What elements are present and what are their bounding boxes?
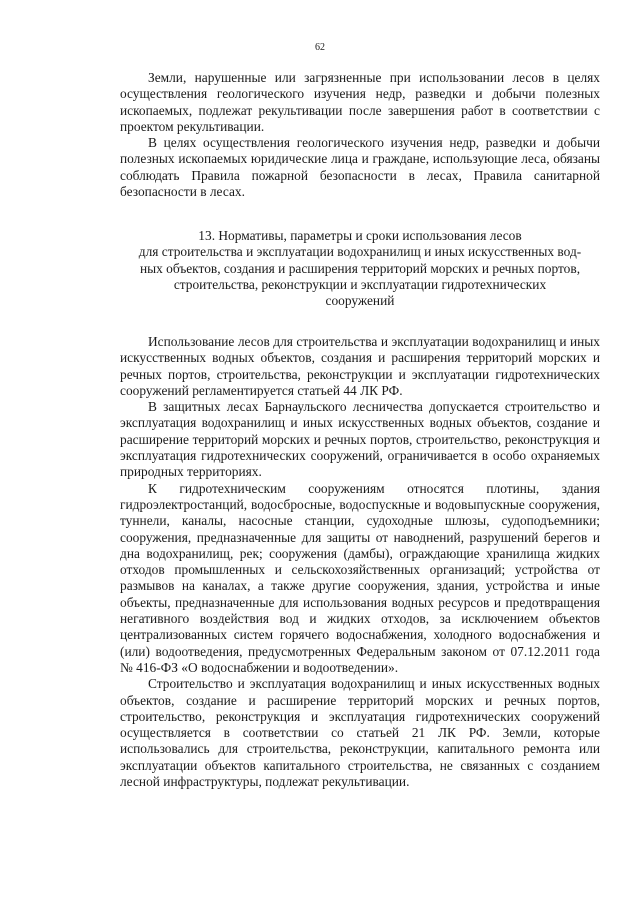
section-heading-line: 13. Нормативы, параметры и сроки использования лесов bbox=[198, 228, 522, 243]
section-heading bbox=[110, 228, 610, 309]
paragraph: В защитных лесах Барнаульского лесничества допускается строительство и эксплуатация водохранилищ и иных искусственных водных объектов, создание и расширение территорий морских и речных портов, строительство, реконструкция и эксплуатация гидротехнических сооружений, ограничивается в особо охраняемых природных территориях. bbox=[120, 399, 600, 480]
intro-text-block bbox=[120, 70, 600, 200]
paragraph: Строительство и эксплуатация водохранилищ и иных искусственных водных объектов, создание и расширение территорий морских и речных портов, строительство, реконструкция и эксплуатация гидротехнических сооружений осуществляется в соответствии со статьей 21 ЛК РФ. Земли, которые использовались для строительства, реконструкции, капитального ремонта или эксплуатации объектов капитального строительства, не связанных с созданием лесной инфраструктуры, подлежат рекультивации. bbox=[120, 676, 600, 790]
page-number: 62 bbox=[315, 42, 325, 53]
paragraph: Земли, нарушенные или загрязненные при использовании лесов в целях осуществления геологического изучения недр, разведки и добычи полезных ископаемых, подлежат рекультивации после завершения работ в соответствии с проектом рекультивации. bbox=[120, 70, 600, 134]
section-heading-line: ных объектов, создания и расширения территорий морских и речных портов, bbox=[139, 260, 581, 276]
paragraph: К гидротехническим сооружениям относятся плотины, здания гидроэлектростанций, водосбросные, водоспускные и водовыпускные сооружения, туннели, каналы, насосные станции, судоходные шлюзы, судоподъемники; сооружения, предназначенные для защиты от наводнений, разрушений берегов и дна водохранилищ, рек; сооружения (дамбы), ограждающие хранилища жидких отходов промышленных и сельскохозяйственных организаций; устройства от размывов на каналах, а также другие сооружения, здания, устройства и иные объекты, предназначенные для использования водных ресурсов и предотвращения негативного воздействия вод и жидких отходов, за исключением объектов централизованных систем горячего водоснабжения, холодного водоснабжения и (или) водоотведения, предусмотренных Федеральным законом от 07.12.2011 года № 416-ФЗ «О водоснабжении и водоотведении». bbox=[120, 480, 600, 675]
section-heading-line: для строительства и эксплуатации водохранилищ и иных искусственных вод- bbox=[138, 244, 582, 260]
section-body bbox=[120, 334, 600, 790]
paragraph: Использование лесов для строительства и эксплуатации водохранилищ и иных искусственных водных объектов, создания и расширения территорий морских и речных портов, строительства, реконструкции и эксплуатации гидротехнических сооружений регламентируется статьей 44 ЛК РФ. bbox=[120, 334, 600, 398]
paragraph: В целях осуществления геологического изучения недр, разведки и добычи полезных ископаемых юридические лица и граждане, использующие леса, обязаны соблюдать Правила пожарной безопасности в лесах, Правила санитарной безопасности в лесах. bbox=[120, 135, 600, 200]
section-heading-line: сооружений bbox=[325, 293, 395, 309]
section-heading-line: строительства, реконструкции и эксплуатации гидротехнических bbox=[173, 276, 547, 292]
